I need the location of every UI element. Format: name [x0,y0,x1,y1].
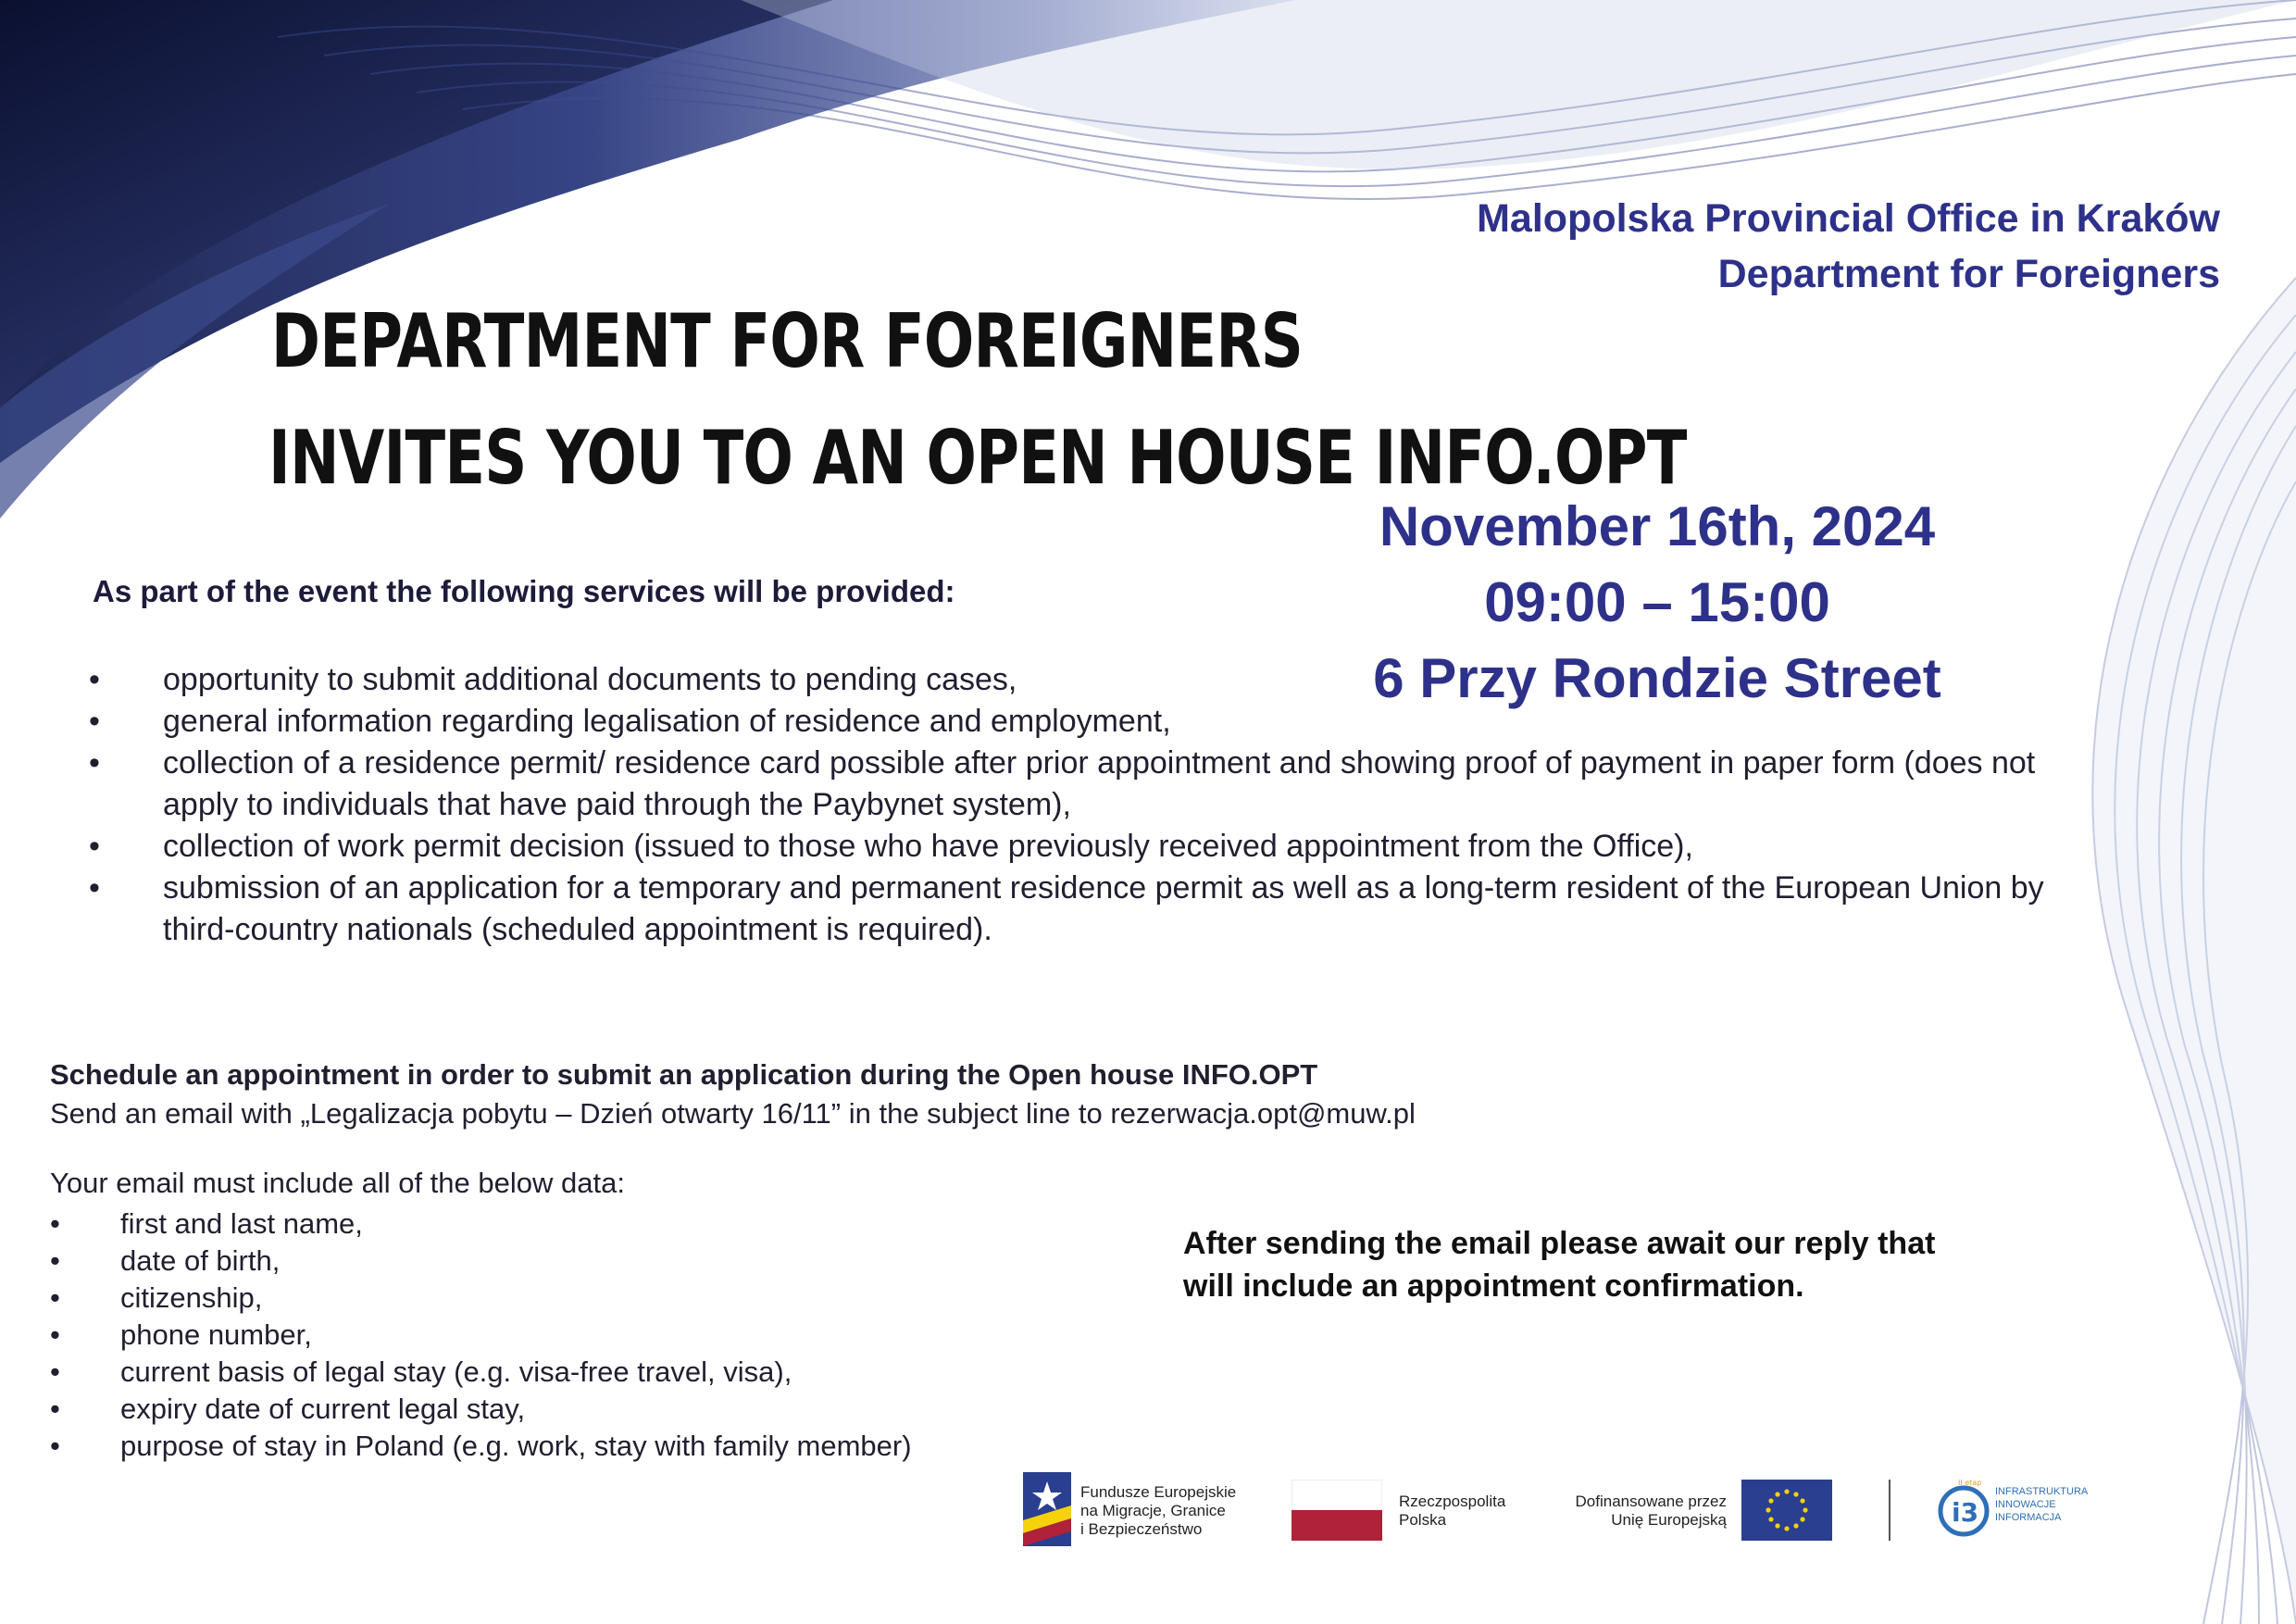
bullet: • [50,1244,60,1277]
list-item [50,1317,912,1354]
bullet: • [89,704,100,739]
funds-label-1: Fundusze Europejskie [1080,1483,1237,1501]
eu-label-2: Unię Europejską [1611,1511,1727,1529]
service-text: opportunity to submit additional documents to pending cases, [163,662,1017,697]
list-item [89,743,2089,826]
list-item [89,826,2089,868]
data-text: phone number, [120,1318,312,1351]
headline [139,283,1687,517]
schedule-instruction: Send an email with „Legalizacja pobytu – Dzień otwarty 16/11” in the subject line to rezerwacja.opt@muw.pl [50,1097,1416,1130]
email-data-intro: Your email must include all of the below data: [50,1167,625,1199]
bullet: • [89,829,100,864]
services-list [89,659,2089,951]
event-address: 6 Przy Rondzie Street [1373,647,1941,709]
event-date: November 16th, 2024 [1379,495,1936,557]
data-text: current basis of legal stay (e.g. visa-free travel, visa), [120,1355,792,1388]
list-item [50,1243,912,1280]
list-item [89,701,2089,743]
list-item [89,659,2089,701]
headline-line-2: INVITES YOU TO AN OPEN HOUSE INFO.OPT [268,415,1687,501]
after-note-line-1: After sending the email please await our reply that [1183,1226,1936,1261]
funds-label-3: i Bezpieczeństwo [1080,1520,1203,1538]
bullet: • [50,1430,60,1462]
bullet: • [89,745,100,781]
i3-mark: i3 [1952,1497,1979,1528]
i3-label-3: INFORMACJA [1995,1512,2062,1523]
schedule-title: Schedule an appointment in order to submit an application during the Open house INFO.OPT [50,1058,1318,1091]
email-data-list [50,1206,912,1465]
logo-divider [1889,1480,1890,1541]
poland-label-1: Rzeczpospolita [1399,1493,1506,1510]
poland-flag-icon [1292,1480,1382,1541]
service-text: general information regarding legalisation of residence and employment, [163,704,1171,739]
after-note-line-2: will include an appointment confirmation. [1183,1268,1804,1304]
poland-logo [1292,1472,1506,1544]
bullet: • [50,1355,60,1388]
bullet: • [89,662,100,697]
i3-label-2: INNOWACJE [1995,1499,2056,1510]
service-text: submission of an application for a temporary and permanent residence permit as well as a long-term resident of the European Union by third-country nationals (scheduled appointment is required). [163,870,2044,947]
list-item [50,1391,912,1428]
office-header [1477,191,2220,302]
list-item [50,1206,912,1243]
eu-flag-icon [1741,1480,1832,1541]
i3-logo [1938,1472,2089,1546]
i3-emblem-icon [1938,1476,1990,1543]
service-text: collection of a residence permit/ residence card possible after prior appointment and showing proof of payment in paper form (does not apply to individuals that have paid through the Paybynet system), [163,745,2036,822]
funds-logo [1023,1472,1237,1550]
bullet: • [50,1393,60,1425]
data-text: first and last name, [120,1207,363,1240]
service-text: collection of work permit decision (issued to those who have previously received appointment from the Office), [163,829,1693,864]
list-item [50,1354,912,1391]
eu-label-1: Dofinansowane przez [1575,1493,1727,1510]
list-item [50,1428,912,1465]
funds-emblem-icon [1023,1472,1071,1546]
data-text: citizenship, [120,1281,263,1314]
list-item [50,1280,912,1317]
i3-tag: II etap [1958,1479,1982,1487]
bullet: • [50,1318,60,1351]
data-text: expiry date of current legal stay, [120,1393,526,1425]
services-intro: As part of the event the following services will be provided: [93,574,955,608]
schedule-section [50,1056,1416,1133]
poland-label-2: Polska [1399,1511,1447,1529]
data-text: purpose of stay in Poland (e.g. work, stay with family member) [120,1430,912,1462]
i3-label-1: INFRASTRUKTURA [1995,1486,2089,1497]
list-item [89,868,2089,951]
after-sending-note [1183,1222,2016,1307]
office-department: Department for Foreigners [1717,252,2220,296]
funds-label-2: na Migracje, Granice [1080,1502,1226,1519]
bullet: • [89,870,100,906]
headline-line-1: DEPARTMENT FOR FOREIGNERS [270,298,1304,384]
bullet: • [50,1281,60,1314]
data-text: date of birth, [120,1244,281,1277]
bullet: • [50,1207,60,1240]
event-time: 09:00 – 15:00 [1484,571,1830,633]
office-name: Malopolska Provincial Office in Kraków [1477,196,2220,241]
